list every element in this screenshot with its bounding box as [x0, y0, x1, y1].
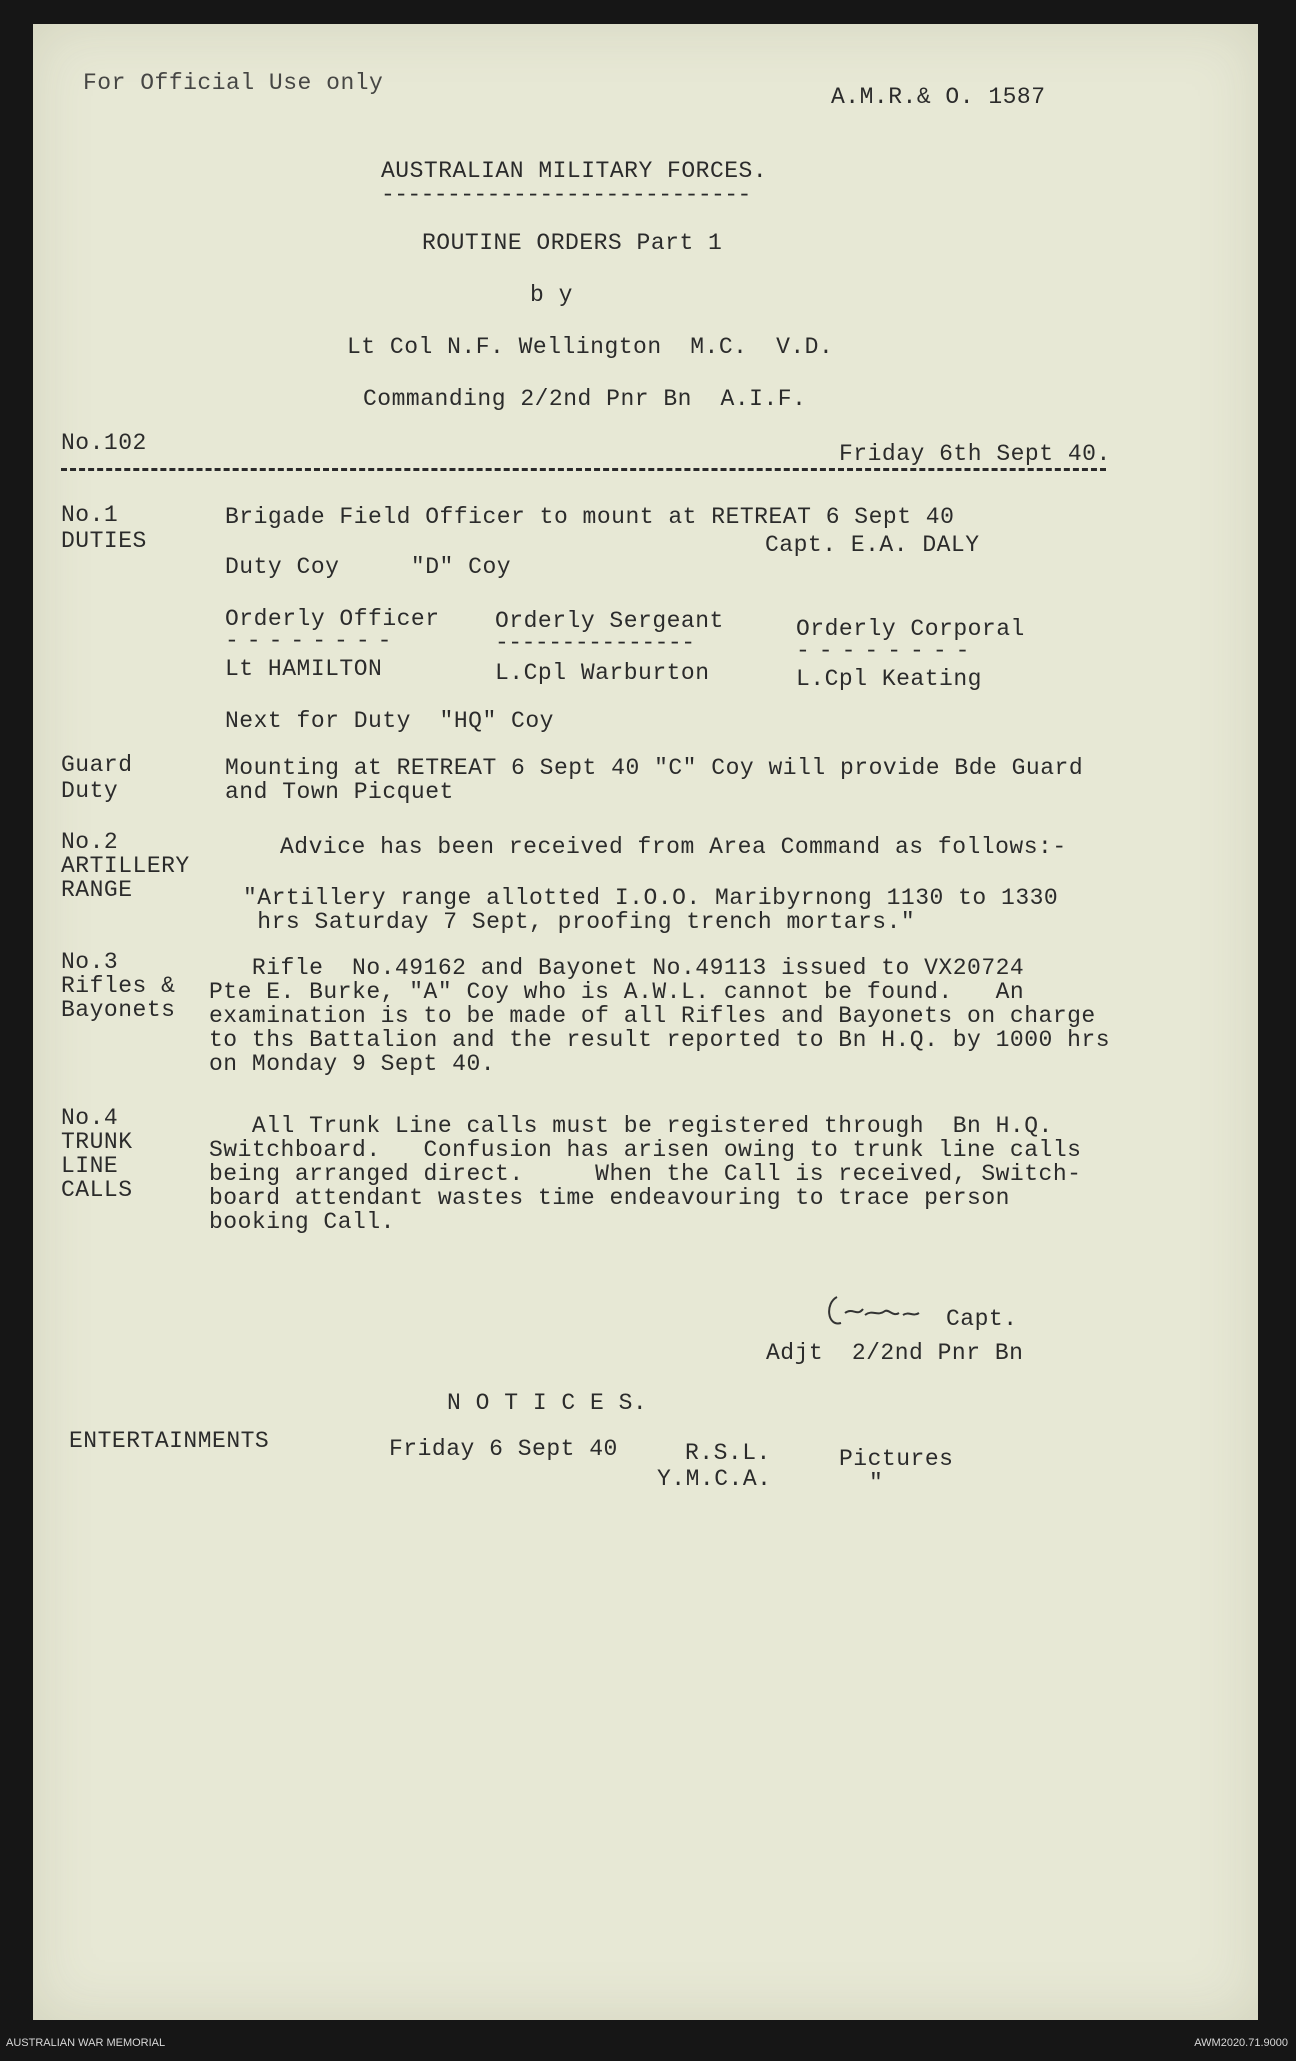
order-number: No.102: [61, 430, 147, 456]
organisation-heading: AUSTRALIAN MILITARY FORCES.: [381, 158, 768, 184]
artillery-quote: "Artillery range allotted I.O.O. Maribyrnong 1130 to 1330 hrs Saturday 7 Sept, proofing trench mortars.": [243, 885, 1059, 935]
commander-unit: Commanding 2/2nd Pnr Bn A.I.F.: [363, 386, 807, 412]
orderly-sergeant-rule: ---------------: [495, 630, 695, 656]
document-page: [33, 24, 1258, 2020]
notice-org-rsl: R.S.L.: [685, 1440, 771, 1466]
duties-field-officer-name: Capt. E.A. DALY: [765, 532, 980, 558]
organisation-underline: ----------------------------: [381, 182, 751, 208]
document-title: ROUTINE ORDERS Part 1: [422, 230, 723, 256]
next-for-duty: Next for Duty "HQ" Coy: [225, 708, 554, 734]
form-reference: A.M.R.& O. 1587: [831, 84, 1046, 110]
notice-item-pictures: Pictures: [839, 1446, 954, 1472]
section-label-duties: No.1 DUTIES: [61, 502, 147, 554]
rifles-text: Rifle No.49162 and Bayonet No.49113 issued to VX20724 Pte E. Burke, "A" Coy who is A.W.L. cannot be found. An examination is to be made of all Rifles and Bayonets on charge to ths Battalion and the result reported to Bn H.Q. by 1000 hrs on Monday 9 Sept 40.: [209, 955, 1111, 1077]
notice-item-ditto: ": [869, 1470, 884, 1496]
by-line: b y: [530, 282, 573, 308]
orderly-officer-heading: Orderly Officer: [225, 606, 440, 632]
orderly-corporal-name: L.Cpl Keating: [796, 666, 982, 692]
orderly-sergeant-name: L.Cpl Warburton: [495, 660, 710, 686]
notice-org-ymca: Y.M.C.A.: [657, 1466, 772, 1492]
section-label-trunk-calls: No.4 TRUNK LINE CALLS: [61, 1105, 133, 1203]
footer-accession-number: AWM2020.71.9000: [1194, 2037, 1288, 2049]
handwritten-signature: [823, 1287, 943, 1337]
signature-title: Adjt 2/2nd Pnr Bn: [766, 1340, 1024, 1366]
header-dashed-rule: [61, 468, 1106, 471]
duties-field-officer: Brigade Field Officer to mount at RETREAT 6 Sept 40: [225, 504, 955, 530]
signature-rank: Capt.: [946, 1306, 1018, 1332]
commander-name: Lt Col N.F. Wellington M.C. V.D.: [347, 334, 834, 360]
section-label-rifles: No.3 Rifles & Bayonets: [61, 949, 176, 1023]
orderly-officer-name: Lt HAMILTON: [225, 656, 383, 682]
orderly-sergeant-heading: Orderly Sergeant: [495, 608, 724, 634]
notices-label: ENTERTAINMENTS: [69, 1428, 270, 1454]
notices-date: Friday 6 Sept 40: [389, 1436, 618, 1462]
classification-note: For Official Use only: [83, 70, 384, 96]
section-label-guard: Guard Duty: [61, 752, 133, 804]
orderly-corporal-heading: Orderly Corporal: [796, 616, 1025, 642]
notices-heading: N O T I C E S.: [447, 1390, 648, 1416]
orderly-officer-rule: --------: [225, 628, 400, 654]
footer-institution: AUSTRALIAN WAR MEMORIAL: [6, 2037, 166, 2049]
trunk-calls-text: All Trunk Line calls must be registered through Bn H.Q. Switchboard. Confusion has arisen owing to trunk line calls being arranged direct. When the Call is received, Switch- board attendant wastes time endeavouring to trace person booking Call.: [209, 1113, 1082, 1235]
duties-duty-coy: Duty Coy "D" Coy: [225, 554, 512, 580]
order-date: Friday 6th Sept 40.: [839, 441, 1111, 467]
orderly-corporal-rule: --------: [796, 638, 979, 664]
guard-text: Mounting at RETREAT 6 Sept 40 "C" Coy will provide Bde Guard and Town Picquet: [225, 755, 1084, 805]
section-label-artillery: No.2 ARTILLERY RANGE: [61, 829, 190, 903]
artillery-intro: Advice has been received from Area Command as follows:-: [280, 834, 1067, 860]
